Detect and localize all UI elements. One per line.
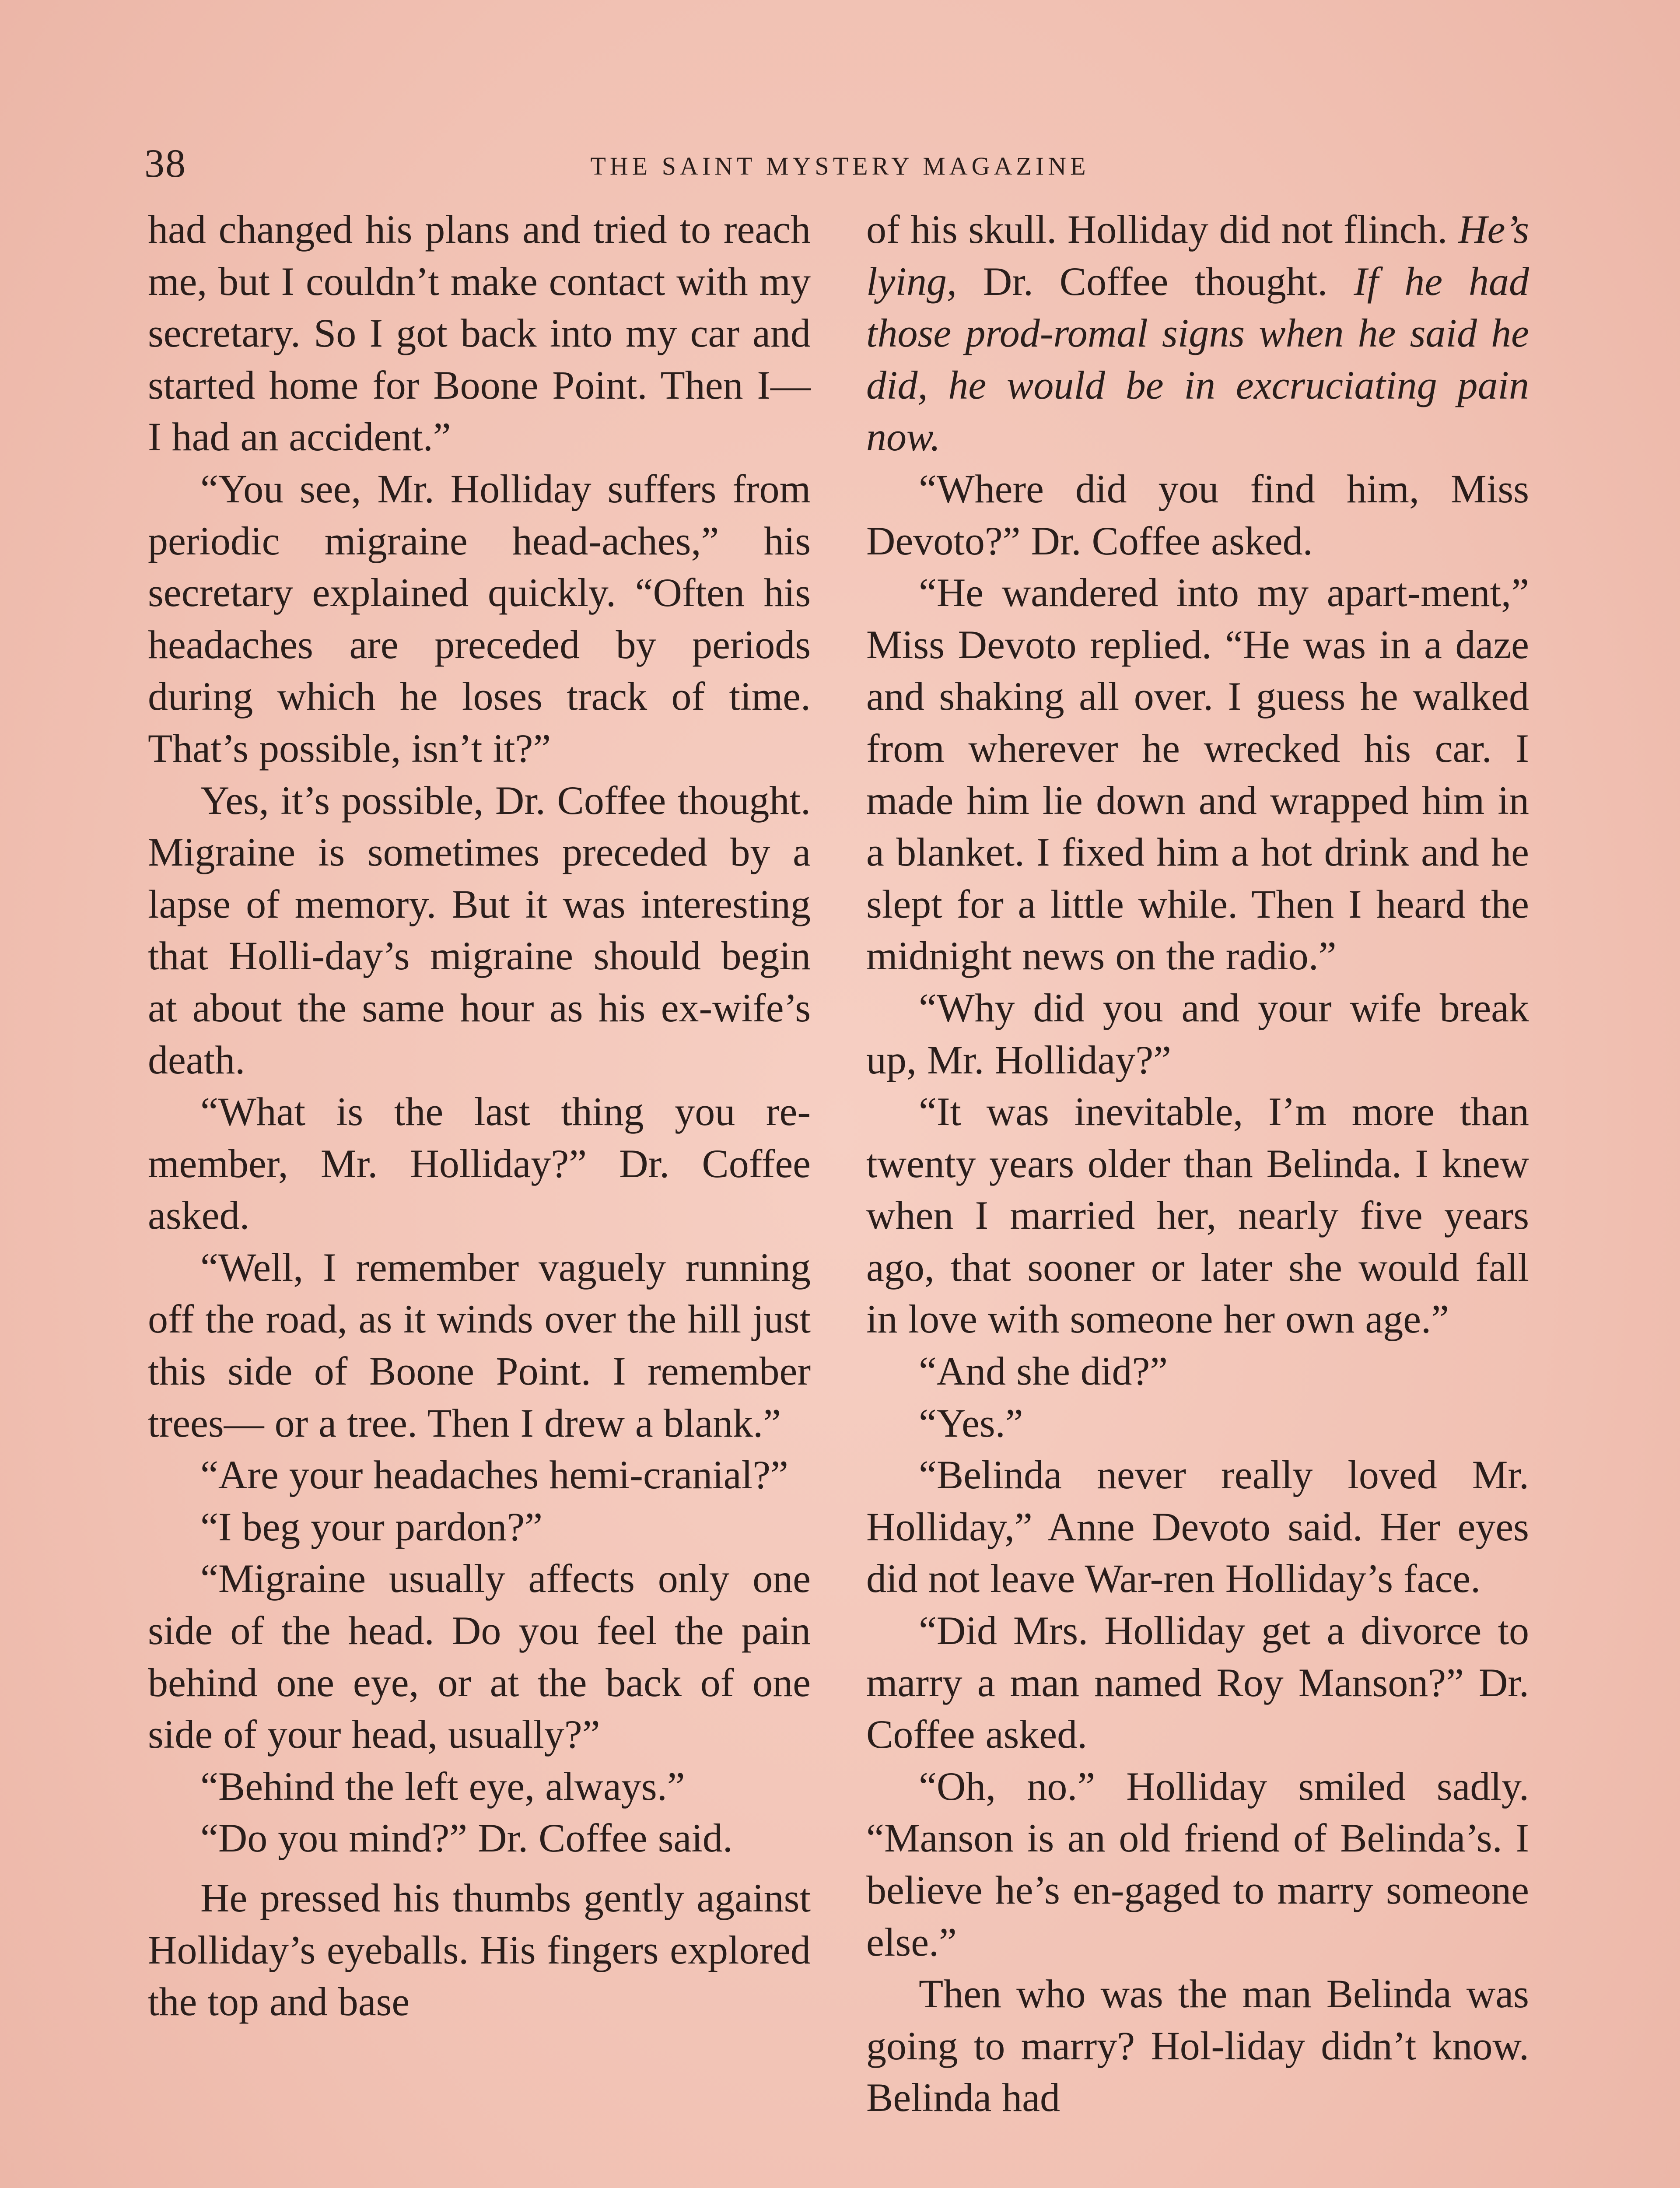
page-number: 38 <box>144 141 186 186</box>
paragraph <box>866 203 1529 463</box>
text-run: Dr. Coffee thought. <box>983 259 1328 304</box>
page-header <box>144 139 1536 187</box>
paragraph: “Well, I remember vaguely running off the road, as it winds over the hill just this side of Boone Point. I remember trees— or a tree. Then I drew a blank.” <box>148 1245 811 1445</box>
paragraph: “And she did?” <box>919 1349 1168 1394</box>
left-column <box>148 203 811 2028</box>
paragraph: He pressed his thumbs gently against Holliday’s eyeballs. His fingers explored the top and base <box>148 1876 811 2024</box>
paragraph: “Are your headaches hemi-cranial?” <box>200 1452 788 1497</box>
paragraph: “Where did you find him, Miss Devoto?” Dr. Coffee asked. <box>866 466 1529 563</box>
paragraph: “Yes.” <box>919 1400 1023 1445</box>
paragraph: “Belinda never really loved Mr. Holliday,” Anne Devoto said. Her eyes did not leave War-ren Holliday’s face. <box>866 1452 1529 1601</box>
paragraph: “It was inevitable, I’m more than twenty years older than Belinda. I knew when I married her, nearly five years ago, that sooner or later she would fall in love with someone her own age.” <box>866 1089 1529 1342</box>
paragraph: “Behind the left eye, always.” <box>200 1764 685 1809</box>
text-run: of his skull. Holliday did not flinch. <box>866 207 1448 252</box>
paragraph: Yes, it’s possible, Dr. Coffee thought. Migraine is sometimes preceded by a lapse of memory. But it was interesting that Holli-day’s migraine should begin at about the same hour as his ex-wife’s death. <box>148 778 811 1082</box>
right-column <box>866 203 1529 2124</box>
running-head: THE SAINT MYSTERY MAGAZINE <box>590 152 1090 180</box>
paragraph: Then who was the man Belinda was going to marry? Hol-liday didn’t know. Belinda had <box>866 1971 1529 2120</box>
italic-thought: He’s lying, <box>866 207 1530 304</box>
paragraph: had changed his plans and tried to reach me, but I couldn’t make contact with my secretary. So I got back into my car and started home for Boone Point. Then I— I had an accident.” <box>148 207 811 459</box>
paragraph: “Do you mind?” Dr. Coffee said. <box>200 1816 733 1861</box>
paragraph: “You see, Mr. Holliday suffers from periodic migraine head-aches,” his secretary explained quickly. “Often his headaches are preceded by periods during which he loses track of time. That’s possible, isn’t it?” <box>148 466 811 771</box>
paragraph: “Did Mrs. Holliday get a divorce to marry a man named Roy Manson?” Dr. Coffee asked. <box>866 1608 1529 1757</box>
paragraph: “What is the last thing you re-member, Mr. Holliday?” Dr. Coffee asked. <box>148 1089 811 1238</box>
italic-thought: If he had those prod-romal signs when he said he did, he would be in excruciating pain now. <box>866 259 1530 459</box>
paragraph: “I beg your pardon?” <box>200 1504 543 1549</box>
paragraph: “Oh, no.” Holliday smiled sadly. “Manson is an old friend of Belinda’s. I believe he’s en-gaged to marry someone else.” <box>866 1764 1529 1964</box>
paragraph: “Why did you and your wife break up, Mr. Holliday?” <box>866 985 1529 1082</box>
paragraph: “Migraine usually affects only one side of the head. Do you feel the pain behind one eye, or at the back of one side of your head, usually?” <box>148 1556 811 1757</box>
paragraph: “He wandered into my apart-ment,” Miss Devoto replied. “He was in a daze and shaking all over. I guess he walked from wherever he wrecked his car. I made him lie down and wrapped him in a blanket. I fixed him a hot drink and he slept for a little while. Then I heard the midnight news on the radio.” <box>866 570 1529 978</box>
